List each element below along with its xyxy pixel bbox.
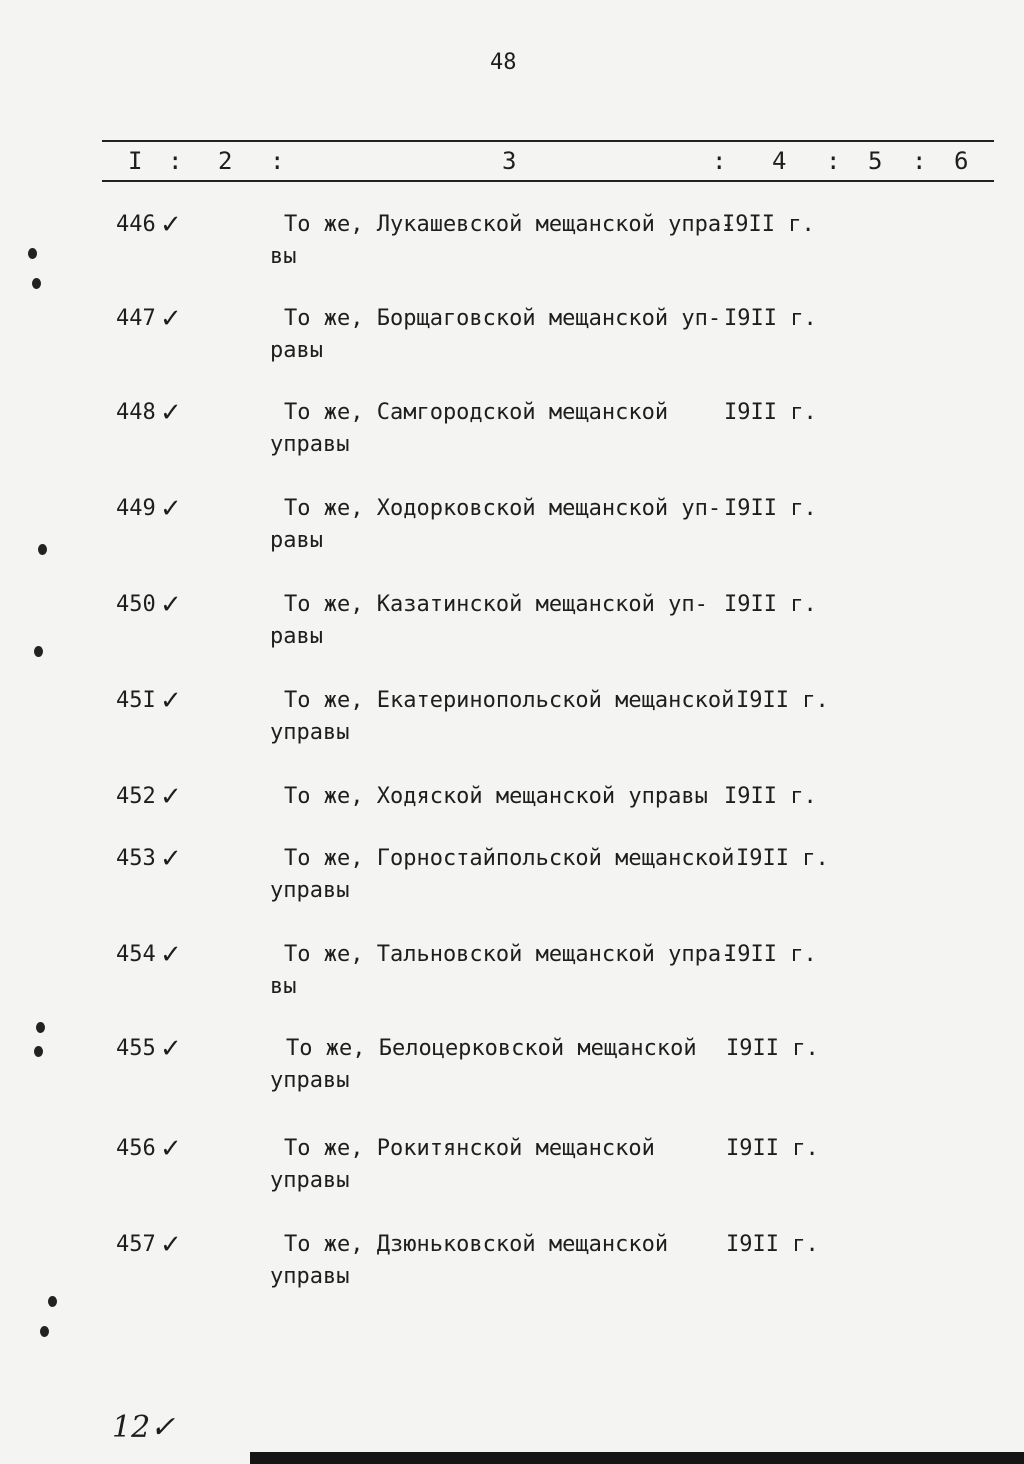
column-separator: :	[168, 147, 183, 175]
description-line-1: То же, Лукашевской мещанской упра-	[284, 212, 735, 237]
year: I9II г.	[724, 592, 817, 617]
column-header-4: 4	[772, 147, 787, 175]
check-mark: ✓	[160, 590, 182, 620]
header-top-rule	[102, 140, 994, 142]
punch-hole-mark	[36, 1022, 45, 1033]
description-line-2: управы	[270, 720, 350, 745]
description-line-2: равы	[270, 528, 323, 553]
description-line-1: То же, Екатеринопольской мещанской	[284, 688, 735, 713]
row-number: 450	[116, 592, 156, 617]
year: I9II г.	[724, 306, 817, 331]
description-line-2: управы	[270, 1068, 350, 1093]
punch-hole-mark	[32, 278, 41, 289]
description-line-1: То же, Горностайпольской мещанской	[284, 846, 735, 871]
column-header-6: 6	[954, 147, 969, 175]
check-mark: ✓	[160, 494, 182, 524]
column-separator: :	[270, 147, 285, 175]
row-number: 449	[116, 496, 156, 521]
column-separator: :	[712, 147, 727, 175]
description-line-1: То же, Ходяской мещанской управы	[284, 784, 708, 809]
description-line-1: То же, Ходорковской мещанской уп-	[284, 496, 722, 521]
check-mark: ✓	[160, 398, 182, 428]
punch-hole-mark	[34, 646, 43, 657]
year: I9II г.	[724, 942, 817, 967]
row-number: 453	[116, 846, 156, 871]
punch-hole-mark	[40, 1326, 49, 1337]
check-mark: ✓	[160, 304, 182, 334]
column-header-3: 3	[502, 147, 517, 175]
description-line-1: То же, Тальновской мещанской упра-	[284, 942, 735, 967]
column-separator: :	[912, 147, 927, 175]
year: I9II г.	[724, 400, 817, 425]
bottom-edge-bar	[250, 1452, 1024, 1464]
year: I9II г.	[726, 1232, 819, 1257]
description-line-2: равы	[270, 338, 323, 363]
row-number: 456	[116, 1136, 156, 1161]
description-line-1: То же, Рокитянской мещанской	[284, 1136, 655, 1161]
description-line-2: управы	[270, 1264, 350, 1289]
year: I9II г.	[722, 212, 815, 237]
punch-hole-mark	[38, 544, 47, 555]
description-line-1: То же, Борщаговской мещанской уп-	[284, 306, 722, 331]
description-line-2: управы	[270, 1168, 350, 1193]
year: I9II г.	[736, 846, 829, 871]
year: I9II г.	[726, 1036, 819, 1061]
check-mark: ✓	[160, 210, 182, 240]
description-line-1: То же, Дзюньковской мещанской	[284, 1232, 669, 1257]
description-line-2: управы	[270, 878, 350, 903]
row-number: 45I	[116, 688, 156, 713]
punch-hole-mark	[28, 248, 37, 259]
year: I9II г.	[724, 784, 817, 809]
description-line-2: вы	[270, 244, 297, 269]
column-header-2: 2	[218, 147, 233, 175]
year: I9II г.	[736, 688, 829, 713]
year: I9II г.	[724, 496, 817, 521]
column-separator: :	[826, 147, 841, 175]
description-line-2: равы	[270, 624, 323, 649]
description-line-1: То же, Казатинской мещанской уп-	[284, 592, 708, 617]
year: I9II г.	[726, 1136, 819, 1161]
page-number: 48	[490, 50, 517, 75]
row-number: 455	[116, 1036, 156, 1061]
check-mark: ✓	[160, 686, 182, 716]
description-line-2: вы	[270, 974, 297, 999]
row-number: 448	[116, 400, 156, 425]
row-number: 457	[116, 1232, 156, 1257]
description-line-1: То же, Белоцерковской мещанской	[286, 1036, 697, 1061]
check-mark: ✓	[160, 1034, 182, 1064]
column-header-5: 5	[868, 147, 883, 175]
description-line-1: То же, Самгородской мещанской	[284, 400, 669, 425]
row-number: 452	[116, 784, 156, 809]
check-mark: ✓	[160, 1230, 182, 1260]
header-bottom-rule	[102, 180, 994, 182]
check-mark: ✓	[160, 782, 182, 812]
punch-hole-mark	[48, 1296, 57, 1307]
row-number: 447	[116, 306, 156, 331]
check-mark: ✓	[160, 940, 182, 970]
row-number: 454	[116, 942, 156, 967]
row-number: 446	[116, 212, 156, 237]
description-line-2: управы	[270, 432, 350, 457]
column-header-1: I	[128, 147, 143, 175]
check-mark: ✓	[160, 1134, 182, 1164]
punch-hole-mark	[34, 1046, 43, 1057]
footer-handwritten-mark: 12✓	[112, 1410, 176, 1445]
check-mark: ✓	[160, 844, 182, 874]
